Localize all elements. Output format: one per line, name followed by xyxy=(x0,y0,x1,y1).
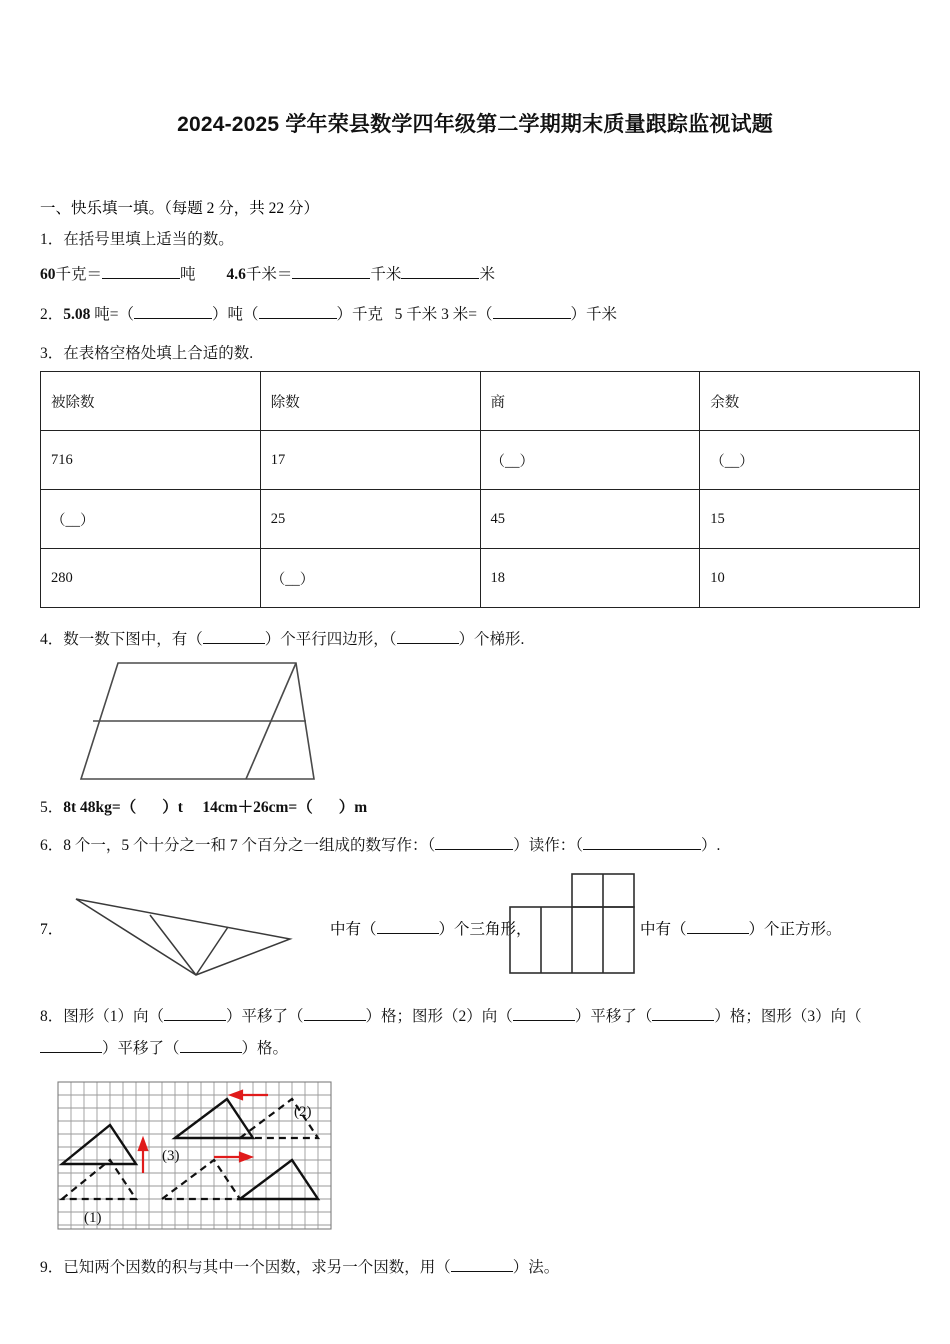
figure-label-1: (1) xyxy=(84,1209,102,1226)
q2-part-f: ）千米 xyxy=(570,305,618,323)
triangle-figure xyxy=(68,891,318,988)
q5-part-d: ）m xyxy=(338,799,368,817)
table-cell-blank[interactable]: （__） xyxy=(480,431,700,490)
q8-blank-3[interactable] xyxy=(513,1020,575,1021)
q8-part-e: ）格；图形（3）向（ xyxy=(714,1007,862,1025)
q2-blank-2[interactable] xyxy=(259,318,337,319)
solid-triangle-1 xyxy=(62,1125,136,1164)
triangle-svg xyxy=(68,891,318,983)
section-heading: 一、快乐填一填。（每题 2 分，共 22 分） xyxy=(40,200,320,217)
question-5-number: 5． xyxy=(40,799,64,817)
q8-part-b: ）平移了（ xyxy=(226,1007,304,1025)
squares-grid-svg xyxy=(502,869,638,981)
q7-blank-2[interactable] xyxy=(687,933,749,934)
table-header-dividend: 被除数 xyxy=(41,372,261,431)
grid-lines xyxy=(58,1082,331,1229)
question-4-prompt xyxy=(40,628,920,651)
q2-part-d: ）千克 xyxy=(336,305,384,323)
table-header-remainder: 余数 xyxy=(700,372,920,431)
question-4-number: 4． xyxy=(40,631,64,648)
question-6 xyxy=(40,834,920,857)
q6-blank-2[interactable] xyxy=(583,849,701,850)
q1-value-60: 60 xyxy=(40,266,56,284)
question-1-number: 1． xyxy=(40,231,64,248)
triangle-cevian-1 xyxy=(150,915,196,975)
q8-part-f: ）平移了（ xyxy=(102,1040,180,1058)
question-1-text: 在括号里填上适当的数。 xyxy=(63,231,234,248)
table-cell: 716 xyxy=(41,431,261,490)
q8-blank-4[interactable] xyxy=(652,1020,714,1021)
q8-blank-5[interactable] xyxy=(40,1052,102,1053)
q7-blank-1[interactable] xyxy=(377,933,439,934)
q8-part-g: ）格。 xyxy=(241,1040,289,1058)
figure-label-2: (2) xyxy=(294,1103,312,1120)
table-cell: 15 xyxy=(700,490,920,549)
arrow-left-icon xyxy=(231,1091,268,1099)
q8-blank-6[interactable] xyxy=(180,1052,242,1053)
q4-part-c: ）个梯形. xyxy=(458,631,525,648)
q1-value-46: 4.6 xyxy=(226,266,246,284)
q2-value: 5.08 xyxy=(63,305,91,323)
q2-blank-3[interactable] xyxy=(493,318,571,319)
table-cell: 280 xyxy=(41,549,261,608)
translation-grid-figure xyxy=(54,1078,920,1238)
question-7-text-2 xyxy=(640,917,842,939)
q6-part-b: ）读作：（ xyxy=(513,836,584,854)
q5-part-a: 8t 48kg=（ xyxy=(63,799,137,817)
table-header-row xyxy=(41,372,920,431)
table-cell: 10 xyxy=(700,549,920,608)
question-8-prompt xyxy=(40,1001,920,1066)
q4-part-b: ）个平行四边形，（ xyxy=(264,631,397,648)
table-cell-blank[interactable]: （__） xyxy=(41,490,261,549)
question-1-line2 xyxy=(40,263,920,286)
question-9-number: 9． xyxy=(40,1258,64,1276)
q1-blank-2[interactable] xyxy=(292,278,370,279)
question-6-number: 6． xyxy=(40,836,64,854)
q8-part-d: ）平移了（ xyxy=(574,1007,653,1025)
q6-part-c: ）. xyxy=(701,836,721,854)
question-7-number: 7． xyxy=(40,920,64,938)
trapezoid-svg xyxy=(46,657,316,785)
q6-part-a: 8 个一，5 个十分之一和 7 个百分之一组成的数写作：（ xyxy=(63,836,436,854)
triangle-outline xyxy=(76,899,290,975)
table-cell: 45 xyxy=(480,490,700,549)
question-3-text: 在表格空格处填上合适的数. xyxy=(63,344,254,362)
q7-text2-a: 中有（ xyxy=(640,920,687,938)
question-8-number: 8． xyxy=(40,1007,64,1025)
trapezoid-figure xyxy=(46,657,920,790)
q4-blank-2[interactable] xyxy=(397,643,459,644)
table-cell-blank[interactable]: （__） xyxy=(260,549,480,608)
q2-part-e: 5 千米 3 米=（ xyxy=(394,305,493,323)
question-5 xyxy=(40,796,920,819)
table-cell: 18 xyxy=(480,549,700,608)
question-2 xyxy=(40,303,920,326)
exam-body xyxy=(40,196,920,1291)
table-cell: 25 xyxy=(260,490,480,549)
q2-blank-1[interactable] xyxy=(134,318,212,319)
q2-part-b: 吨=（ xyxy=(94,305,135,323)
q7-text1-a: 中有（ xyxy=(330,920,377,938)
grid-border xyxy=(58,1082,331,1229)
figure-label-3: (3) xyxy=(162,1147,180,1164)
q1-unit-kg: 千克＝ xyxy=(55,266,103,284)
q7-text1-b: ）个三角形， xyxy=(438,920,532,938)
q2-part-c: ）吨（ xyxy=(212,305,259,323)
page-title: 2024-2025 学年荣县数学四年级第二学期期末质量跟踪监视试题 xyxy=(177,113,773,136)
q5-part-b: ）t xyxy=(162,799,183,817)
table-header-quotient: 商 xyxy=(480,372,700,431)
q1-blank-1[interactable] xyxy=(102,278,180,279)
squares-grid-figure xyxy=(502,869,638,986)
question-1-prompt xyxy=(40,228,920,251)
question-9 xyxy=(40,1256,920,1279)
q4-part-a: 数一数下图中，有（ xyxy=(63,631,203,648)
q1-unit-km-eq: 千米＝ xyxy=(245,266,293,284)
question-7 xyxy=(40,869,920,987)
question-3-prompt xyxy=(40,342,920,365)
q8-blank-1[interactable] xyxy=(164,1020,226,1021)
q1-unit-km: 千米 xyxy=(370,266,402,284)
q4-blank-1[interactable] xyxy=(203,643,265,644)
q9-blank-1[interactable] xyxy=(451,1271,513,1272)
q6-blank-1[interactable] xyxy=(435,849,513,850)
q5-part-c: 14cm＋26cm=（ xyxy=(202,799,313,817)
table-row xyxy=(41,549,920,608)
q8-blank-2[interactable] xyxy=(304,1020,366,1021)
q1-unit-m: 米 xyxy=(479,266,495,284)
table-cell-blank[interactable]: （__） xyxy=(700,431,920,490)
translation-grid-svg xyxy=(54,1078,336,1233)
q7-text2-b: ）个正方形。 xyxy=(748,920,842,938)
division-table xyxy=(40,371,920,608)
triangle-cevian-2 xyxy=(196,927,228,975)
q9-part-b: ）法。 xyxy=(512,1258,560,1276)
table-header-divisor: 除数 xyxy=(260,372,480,431)
table-row xyxy=(41,490,920,549)
q8-part-c: ）格；图形（2）向（ xyxy=(365,1007,513,1025)
q9-part-a: 已知两个因数的积与其中一个因数，求另一个因数，用（ xyxy=(63,1258,451,1276)
table-row xyxy=(41,431,920,490)
q1-unit-ton: 吨 xyxy=(180,266,196,284)
q1-blank-3[interactable] xyxy=(401,278,479,279)
question-2-number: 2． xyxy=(40,305,64,323)
question-3-number: 3． xyxy=(40,344,64,362)
q8-part-a: 图形（1）向（ xyxy=(63,1007,165,1025)
table-cell: 17 xyxy=(260,431,480,490)
dashed-triangle-1 xyxy=(62,1160,136,1199)
arrow-up-icon xyxy=(139,1139,147,1173)
